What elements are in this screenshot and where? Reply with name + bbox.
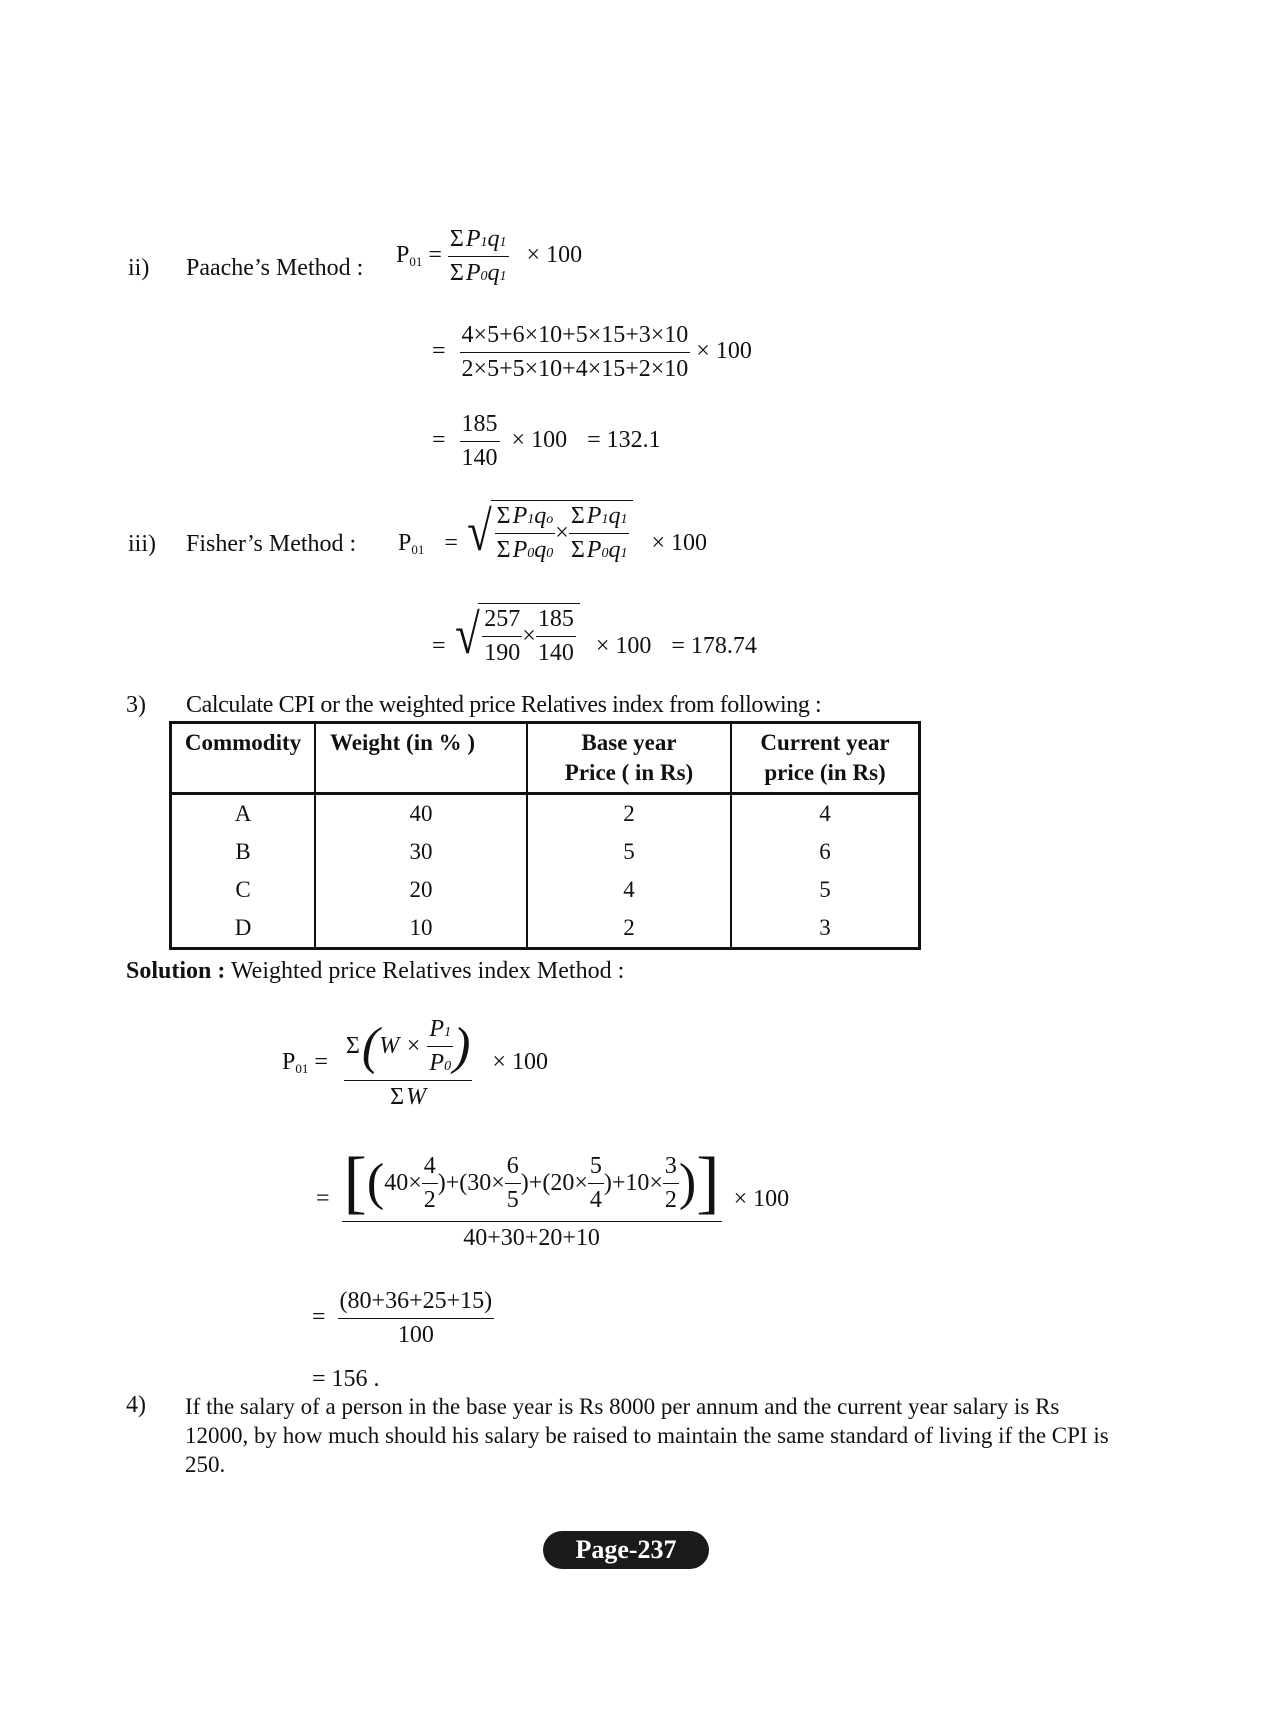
table-cell: 5	[731, 871, 920, 909]
solution-line: Solution : Weighted price Relatives index Method :	[126, 958, 625, 984]
table-row	[171, 833, 920, 871]
table-cell: 30	[315, 833, 527, 871]
fisher-formula: $P_{01}$ = √ $\frac{\Sigma P1qo}{\Sigma P0q0}$ × $\frac{\Sigma P1q1}{\Sigma P0q1}$ × 100	[398, 501, 708, 563]
paasche-formula: $P_{01}$ = $\frac{\Sigma P1q1}{\Sigma P0q1}$ × 100	[396, 226, 583, 286]
header-weight: Weight (in % )	[315, 723, 527, 794]
q4-text: If the salary of a person in the base year is Rs 8000 per annum and the current year salary is Rs 12000, by how much should his salary be raised to maintain the same standard of living if the CPI is 250.	[185, 1394, 1109, 1477]
table-cell: 20	[315, 871, 527, 909]
header-commodity: Commodity	[171, 723, 316, 794]
table-cell: C	[235, 877, 251, 902]
paasche-label: ii)	[128, 255, 150, 281]
cpi-table	[169, 721, 921, 950]
table-cell: 3	[731, 909, 920, 949]
table-cell: 5	[527, 833, 731, 871]
table-cell: 10	[315, 909, 527, 949]
q3-number: 3)	[126, 692, 146, 718]
table-cell: 2	[527, 794, 731, 834]
weighted-result: = 156 .	[312, 1366, 380, 1392]
table-cell: 6	[731, 833, 920, 871]
table-row	[171, 794, 920, 834]
table-cell: 2	[527, 909, 731, 949]
weighted-step1: = [ ( 40× $\frac{4}{2}$ )+(30× $\frac{6}{5}$ )+(20× $\frac{5}{4}$ )+10× $\frac{3}{2}$ ) ] 40+30+20+10 × 100	[316, 1144, 790, 1251]
weighted-formula: $P_{01}$ = Σ ( W × $\frac{P1}{P0}$ ) ΣW × 100	[282, 1016, 548, 1110]
q4-number: 4)	[126, 1392, 146, 1418]
table-cell: 40	[315, 794, 527, 834]
header-current-price: Current year price (in Rs)	[731, 723, 920, 794]
table-cell: 4	[731, 794, 920, 834]
weighted-step2: = $\frac{(80+36+25+15)}{100}$	[312, 1288, 493, 1348]
paasche-step1: = $\frac{4\times 5+6\times 10+5\times 15+3\times 10}{2\times 5+5\times 10+4\times 15+2\times 10}$ × 100	[432, 322, 752, 382]
q3-text: Calculate CPI or the weighted price Relatives index from following :	[186, 692, 822, 718]
fisher-label: iii)	[128, 531, 156, 557]
fisher-title: Fisher’s Method :	[186, 531, 357, 557]
table-cell: B	[235, 839, 251, 864]
header-base-price: Base year Price ( in Rs)	[527, 723, 731, 794]
table-cell: A	[234, 801, 252, 826]
table-cell: 4	[527, 871, 731, 909]
table-cell: D	[234, 915, 252, 940]
table-row	[171, 909, 920, 949]
paasche-step2: = $\frac{185}{140}$ × 100 = 132.1	[432, 411, 661, 471]
fisher-step1: = √ $\frac{257}{190}$ × $\frac{185}{140}$ × 100 = 178.74	[432, 604, 757, 666]
table-row	[171, 871, 920, 909]
page-number-badge: Page-237	[543, 1531, 709, 1569]
paasche-title: Paache’s Method :	[186, 255, 364, 281]
